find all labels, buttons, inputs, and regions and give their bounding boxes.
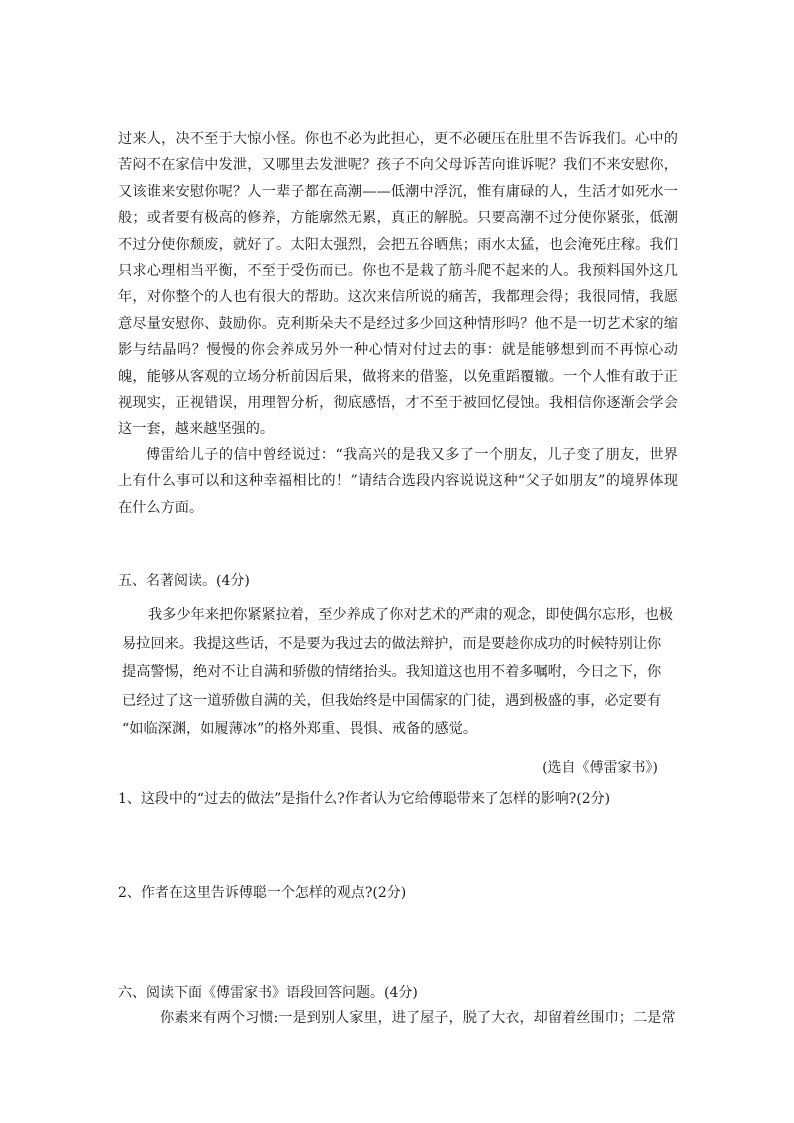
section-five-quote	[122, 601, 673, 744]
passage-four-body: 过来人，决不至于大惊小怪。你也不必为此担心，更不必硬压在肚里不告诉我们。心中的苦闷不在家信中发泄，又哪里去发泄呢？孩子不向父母诉苦向谁诉呢？我们不来安慰你，又该谁来安慰你呢？人一辈子都在高潮——低潮中浮沉，惟有庸碌的人，生活才如死水一般；或者要有极高的修养，方能廓然无累，真正的解脱。只要高潮不过分使你紧张，低潮不过分使你颓废，就好了。太阳太强烈，会把五谷晒焦；雨水太猛，也会淹死庄稼。我们只求心理相当平衡，不至于受伤而已。你也不是栽了筋斗爬不起来的人。我预料国外这几年，对你整个的人也有很大的帮助。这次来信所说的痛苦，我都理会得；我很同情，我愿意尽量安慰你、鼓励你。克利斯朵夫不是经过多少回这种情形吗？他不是一切艺术家的缩影与结晶吗？慢慢的你会养成另外一种心情对付过去的事：就是能够想到而不再惊心动魄，能够从客观的立场分析前因后果，做将来的借鉴，以免重蹈覆辙。一个人惟有敢于正视现实，正视错误，用理智分析，彻底感悟，才不至于被回忆侵蚀。我相信你逐渐会学会这一套，越来越坚强的。	[118, 131, 678, 438]
section-six-heading: 六、阅读下面《傅雷家书》语段回答问题。(4分)	[118, 985, 418, 1001]
section-five-question-2: 2、作者在这里告诉傅聪一个怎样的观点?(2分)	[118, 885, 407, 901]
section-six-body: 你素来有两个习惯:一是到别人家里，进了屋子，脱了大衣，却留着丝围巾；二是常	[160, 1010, 676, 1026]
quote-line: 易拉回来。我提这些话，不是要为我过去的做法辩护，而是要趁你成功的时候特别让你	[122, 635, 662, 652]
quote-line: “如临深渊，如履薄冰”的格外郑重、畏惧、戒备的感觉。	[122, 721, 478, 737]
quote-line: 我多少年来把你紧紧拉着，至少养成了你对艺术的严肃的观念，即使偶尔忘形，也极	[148, 607, 673, 623]
passage-four-question: 傅雷给儿子的信中曾经说过：“我高兴的是我又多了一个朋友，儿子变了朋友，世界上有什么事可以和这种幸福相比的！”请结合选段内容说说这种“父子如朋友”的境界体现在什么方面。	[118, 447, 678, 516]
quote-line: 提高警惕，绝对不让自满和骄傲的情绪抬头。我知道这也用不着多嘱咐，今日之下，你	[122, 664, 662, 680]
section-five-question-1: 1、这段中的“过去的做法”是指什么?作者认为它给傅聪带来了怎样的影响?(2分)	[118, 791, 611, 807]
quote-line: 已经过了这一道骄傲自满的关，但我始终是中国儒家的门徒，遇到极盛的事，必定要有	[122, 692, 662, 709]
section-five-heading: 五、名著阅读。(4分)	[118, 573, 250, 589]
quote-source: (选自《傅雷家书》)	[542, 760, 658, 776]
